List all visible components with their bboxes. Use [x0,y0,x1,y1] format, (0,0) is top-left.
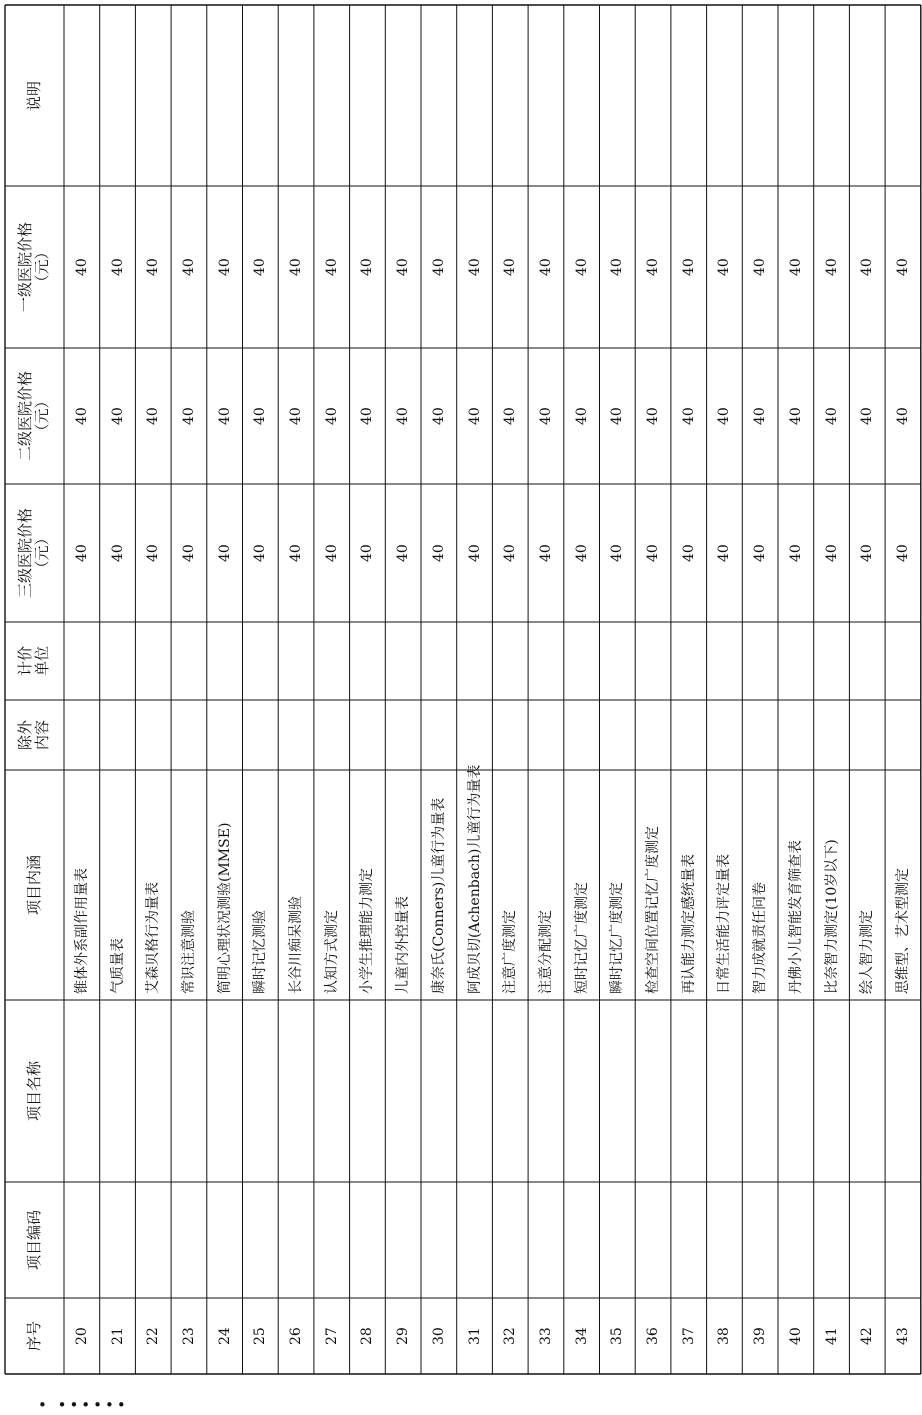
row-seq: 24 [216,1327,233,1345]
row-price1: 40 [609,258,626,276]
row-price2: 40 [145,407,162,425]
header-seq: 序号 [25,1320,43,1351]
row-price3: 40 [323,544,340,562]
row-content: 常识注意测验 [180,910,197,994]
row-price1: 40 [680,258,697,276]
row-content: 小学生推理能力测定 [359,868,376,994]
row-seq: 29 [395,1327,412,1345]
row-seq: 33 [537,1327,554,1345]
row-price3: 40 [73,544,90,562]
row-price1: 40 [787,258,804,276]
row-price1: 40 [859,258,876,276]
header-price2: 二级医院价格 （元） [16,370,52,461]
row-seq: 38 [716,1327,733,1345]
row-seq: 25 [252,1327,269,1345]
row-price2: 40 [680,407,697,425]
row-price3: 40 [216,544,233,562]
row-content: 短时记忆广度测定 [573,882,590,994]
row-price1: 40 [823,258,840,276]
header-price3: 三级医院价格 （元） [16,507,52,598]
row-seq: 32 [502,1327,519,1345]
row-content: 长谷川痴呆测验 [288,896,305,994]
row-price2: 40 [430,407,447,425]
row-price1: 40 [502,258,519,276]
row-price3: 40 [752,544,769,562]
row-content: 简明心理状况测验(MMSE) [216,822,233,994]
row-seq: 20 [73,1327,90,1345]
row-content: 再认能力测定感统量表 [680,854,697,994]
row-content: 气质量表 [109,938,126,994]
row-price1: 40 [645,258,662,276]
row-price1: 40 [537,258,554,276]
row-price3: 40 [787,544,804,562]
row-price1: 40 [323,258,340,276]
row-seq: 21 [109,1327,126,1345]
header-unit: 计价 单位 [16,645,52,676]
row-content: 思维型、艺术型测定 [894,868,911,994]
row-seq: 23 [180,1327,197,1345]
row-price3: 40 [252,544,269,562]
row-price1: 40 [752,258,769,276]
row-price1: 40 [466,258,483,276]
header-name: 项目名称 [25,1060,43,1121]
header-note: 说明 [25,80,43,111]
row-price1: 40 [252,258,269,276]
row-price2: 40 [787,407,804,425]
row-content: 丹佛小儿智能发育筛查表 [787,840,804,994]
row-price2: 40 [466,407,483,425]
row-seq: 36 [645,1327,662,1345]
row-seq: 31 [466,1327,483,1345]
row-price2: 40 [323,407,340,425]
row-price3: 40 [894,544,911,562]
row-price2: 40 [894,407,911,425]
row-price1: 40 [288,258,305,276]
row-price2: 40 [502,407,519,425]
row-price1: 40 [395,258,412,276]
row-price2: 40 [252,407,269,425]
row-price3: 40 [395,544,412,562]
row-price3: 40 [180,544,197,562]
row-price2: 40 [859,407,876,425]
row-price1: 40 [430,258,447,276]
row-seq: 37 [680,1327,697,1345]
row-content: 日常生活能力评定量表 [716,854,733,994]
row-price3: 40 [537,544,554,562]
row-price3: 40 [145,544,162,562]
row-price2: 40 [823,407,840,425]
row-price2: 40 [180,407,197,425]
row-seq: 28 [359,1327,376,1345]
row-content: 艾森贝格行为量表 [145,882,162,994]
row-price3: 40 [109,544,126,562]
row-price2: 40 [573,407,590,425]
row-price3: 40 [466,544,483,562]
row-content: 智力成就责任问卷 [752,882,769,994]
row-price2: 40 [537,407,554,425]
row-price3: 40 [645,544,662,562]
row-seq: 42 [859,1327,876,1345]
row-price3: 40 [716,544,733,562]
row-price2: 40 [609,407,626,425]
row-price1: 40 [180,258,197,276]
row-seq: 43 [894,1327,911,1345]
row-seq: 39 [752,1327,769,1345]
row-price3: 40 [573,544,590,562]
row-seq: 30 [430,1327,447,1345]
row-price2: 40 [395,407,412,425]
row-seq: 41 [823,1327,840,1345]
row-price1: 40 [573,258,590,276]
row-content: 锥体外系副作用量表 [73,868,90,994]
row-content: 比奈智力测定(10岁以下) [823,839,840,994]
header-price1: 一级医院价格 （元） [16,221,52,312]
row-price3: 40 [680,544,697,562]
row-content: 瞬时记忆广度测定 [609,882,626,994]
row-price2: 40 [73,407,90,425]
row-price1: 40 [109,258,126,276]
row-price1: 40 [73,258,90,276]
row-price3: 40 [288,544,305,562]
header-excluded: 除外 内容 [16,719,52,750]
row-content: 认知方式测定 [323,910,340,994]
row-content: 儿童内外控量表 [395,896,412,994]
header-content: 项目内涵 [25,854,43,915]
row-seq: 40 [787,1327,804,1345]
row-price3: 40 [823,544,840,562]
row-price2: 40 [752,407,769,425]
page-continuation-dots: • •••••• [38,1396,129,1414]
row-price2: 40 [359,407,376,425]
row-price1: 40 [216,258,233,276]
row-price3: 40 [502,544,519,562]
row-seq: 35 [609,1327,626,1345]
row-price3: 40 [430,544,447,562]
row-price1: 40 [894,258,911,276]
row-content: 绘人智力测定 [859,910,876,994]
row-content: 注意广度测定 [502,910,519,994]
row-content: 注意分配测定 [537,910,554,994]
row-seq: 22 [145,1327,162,1345]
row-price2: 40 [109,407,126,425]
row-content: 阿成贝切(Achenbach)儿童行为量表 [466,764,483,994]
row-price2: 40 [288,407,305,425]
row-price1: 40 [145,258,162,276]
row-price1: 40 [716,258,733,276]
row-seq: 26 [288,1327,305,1345]
row-price3: 40 [609,544,626,562]
row-content: 检查空间位置记忆广度测定 [645,826,662,994]
row-seq: 27 [323,1327,340,1345]
row-seq: 34 [573,1327,590,1345]
row-price1: 40 [359,258,376,276]
row-price2: 40 [645,407,662,425]
row-price3: 40 [359,544,376,562]
row-content: 康奈氏(Conners)儿童行为量表 [430,797,447,994]
row-price3: 40 [859,544,876,562]
row-price2: 40 [716,407,733,425]
row-price2: 40 [216,407,233,425]
header-code: 项目编码 [25,1209,43,1270]
row-content: 瞬时记忆测验 [252,910,269,994]
